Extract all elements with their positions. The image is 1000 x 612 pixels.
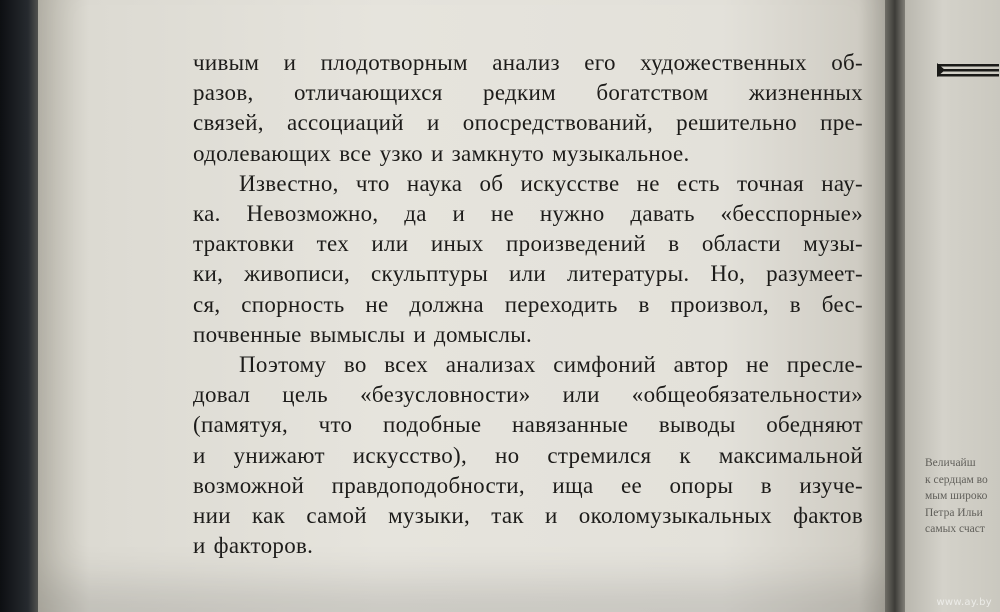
text-line: ки, живописи, скульптуры или литературы. Но, разумеет-: [193, 261, 863, 287]
book-gutter: [885, 0, 907, 612]
text-line: одолевающих все узко и замкнуто музыкальное.: [193, 140, 690, 166]
text-line: трактовки тех или иных произведений в области музы-: [193, 231, 863, 257]
text-line: Поэтому во всех анализах симфоний автор не пресле-: [239, 352, 863, 378]
left-book-edge: [0, 0, 40, 612]
text-line: чивым и плодотворным анализ его художественных об-: [193, 50, 863, 75]
text-line: и факторов.: [193, 533, 314, 559]
text-line: нии как самой музыки, так и околомузыкальных фактов: [193, 503, 863, 529]
text-line: к сердцам во: [925, 473, 988, 486]
text-line: Петра Ильи: [925, 506, 983, 519]
text-line: возможной правдоподобности, ища ее опоры в изуче-: [193, 472, 863, 498]
text-line: почвенные вымыслы и домыслы.: [193, 321, 533, 347]
text-line: Величайш: [925, 457, 976, 469]
text-line: связей, ассоциаций и опосредствований, решительно пре-: [193, 110, 863, 136]
text-line: мым широко: [925, 490, 988, 502]
text-line: ка. Невозможно, да и не нужно давать «бесспорные»: [193, 201, 863, 227]
text-line: самых счаст: [925, 523, 985, 535]
text-line: довал цель «безусловности» или «общеобязательности»: [193, 382, 863, 408]
text-line: и унижают искусство), но стремился к максимальной: [193, 442, 863, 468]
next-page: [905, 0, 1000, 612]
page-body-text: [193, 48, 863, 561]
next-page-text: [925, 455, 1000, 538]
text-line: разов, отличающихся редким богатством жизненных: [193, 80, 863, 106]
text-line: (памятуя, что подобные навязанные выводы обедняют: [193, 412, 863, 438]
text-line: Известно, что наука об искусстве не есть точная нау-: [239, 170, 863, 196]
watermark: www.ay.by: [936, 597, 992, 608]
text-line: ся, спорность не должна переходить в произвол, в бес-: [193, 291, 863, 317]
book-page: [38, 0, 893, 612]
ornament-icon: [937, 60, 999, 80]
